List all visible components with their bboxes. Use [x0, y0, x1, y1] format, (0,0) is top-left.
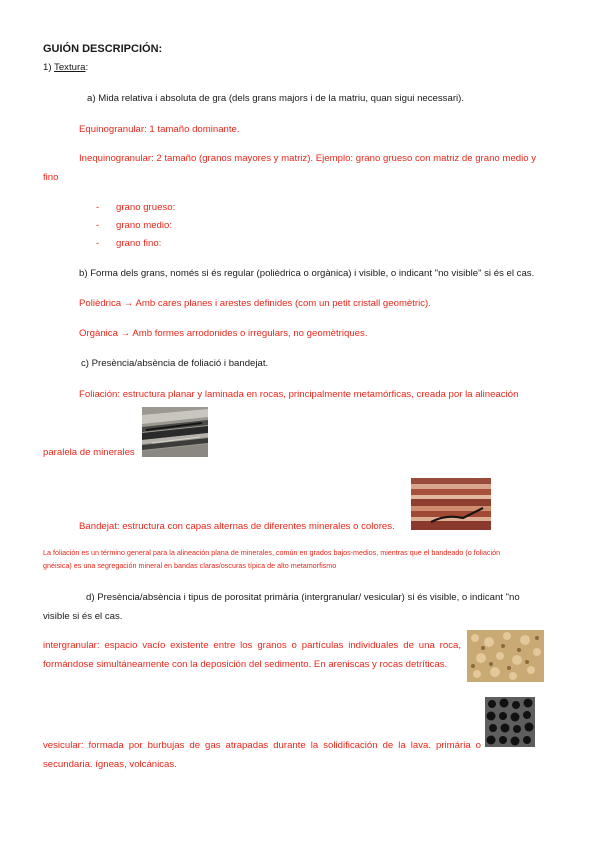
list-bullet: - [96, 202, 100, 213]
inequigranular-text-line2: fino [43, 172, 59, 183]
foliation-note-line1: La foliación es un término general para la alineación plana de minerales, común en grados bajos-medios, mientras que el bandeado (o foliación [43, 548, 501, 557]
foliacion-text-line1: Foliación: estructura planar y laminada en rocas, principalmente metamórficas, creada por la alineación [79, 389, 519, 400]
subsection-d-heading-line1: d) Presència/absència i tipus de porositat primària (intergranular/ vesicular) si és visible, o indicant "no [86, 592, 520, 603]
section-label: Textura [54, 62, 86, 73]
section-colon: : [85, 62, 89, 73]
foliation-rock-photo [142, 407, 208, 457]
list-bullet: - [96, 220, 100, 231]
subsection-c-heading: c) Presència/absència de foliació i bandejat. [81, 358, 269, 369]
subsection-a-heading: a) Mida relativa i absoluta de gra (dels grans majors i de la matriu, quan sigui necessari). [87, 93, 464, 104]
vesicular-rock-photo [485, 697, 535, 747]
banding-rock-photo [411, 478, 491, 530]
poliedrica-text: Polièdrica → Amb cares planes i arestes definides (com un petit cristall geomètric). [79, 298, 431, 309]
page-title: GUIÓN DESCRIPCIÓN: [43, 43, 163, 55]
intergranular-text: intergranular: espacio vacío existente entre los granos o partículas individuales de una roca, formándose simultáneamente con la deposición del sedimento. En areniscas y rocas detríticas. [43, 640, 461, 670]
equigranular-text: Equinogranular: 1 tamaño dominante. [79, 124, 240, 135]
organica-text: Orgànica → Amb formes arrodonides o irregulars, no geomètriques. [79, 328, 368, 339]
inequigranular-text-line1: Inequinogranular: 2 tamaño (granos mayores y matriz). Ejemplo: grano grueso con matriz de grano medio y [79, 153, 536, 164]
section-heading [43, 62, 88, 73]
list-bullet: - [96, 238, 100, 249]
foliation-note-line2: gnéisica) es una segregación mineral en bandas claras/oscuras típica de alto metamorfismo [43, 560, 337, 570]
bandejat-text: Bandejat: estructura con capas alternas de diferentes minerales o colores. [79, 521, 395, 532]
list-item-grano-grueso: grano grueso: [116, 202, 176, 213]
subsection-d-heading-line2: visible si és el cas. [43, 611, 123, 622]
vesicular-text: vesicular: formada por burbujas de gas atrapadas durante la solidificación de la lava. primária o secundaria. ígneas, volcánicas. [43, 740, 481, 770]
foliacion-text-line2: paralela de minerales [43, 447, 135, 458]
subsection-b-heading: b) Forma dels grans, només si és regular (polièdrica o orgànica) i visible, o indicant "no visible" si és el cas. [79, 268, 535, 279]
foliation-note [43, 547, 563, 572]
intergranular-rock-photo [467, 630, 544, 682]
list-item-grano-medio: grano medio: [116, 220, 172, 231]
list-item-grano-fino: grano fino: [116, 238, 162, 249]
section-number: 1) [43, 62, 52, 73]
